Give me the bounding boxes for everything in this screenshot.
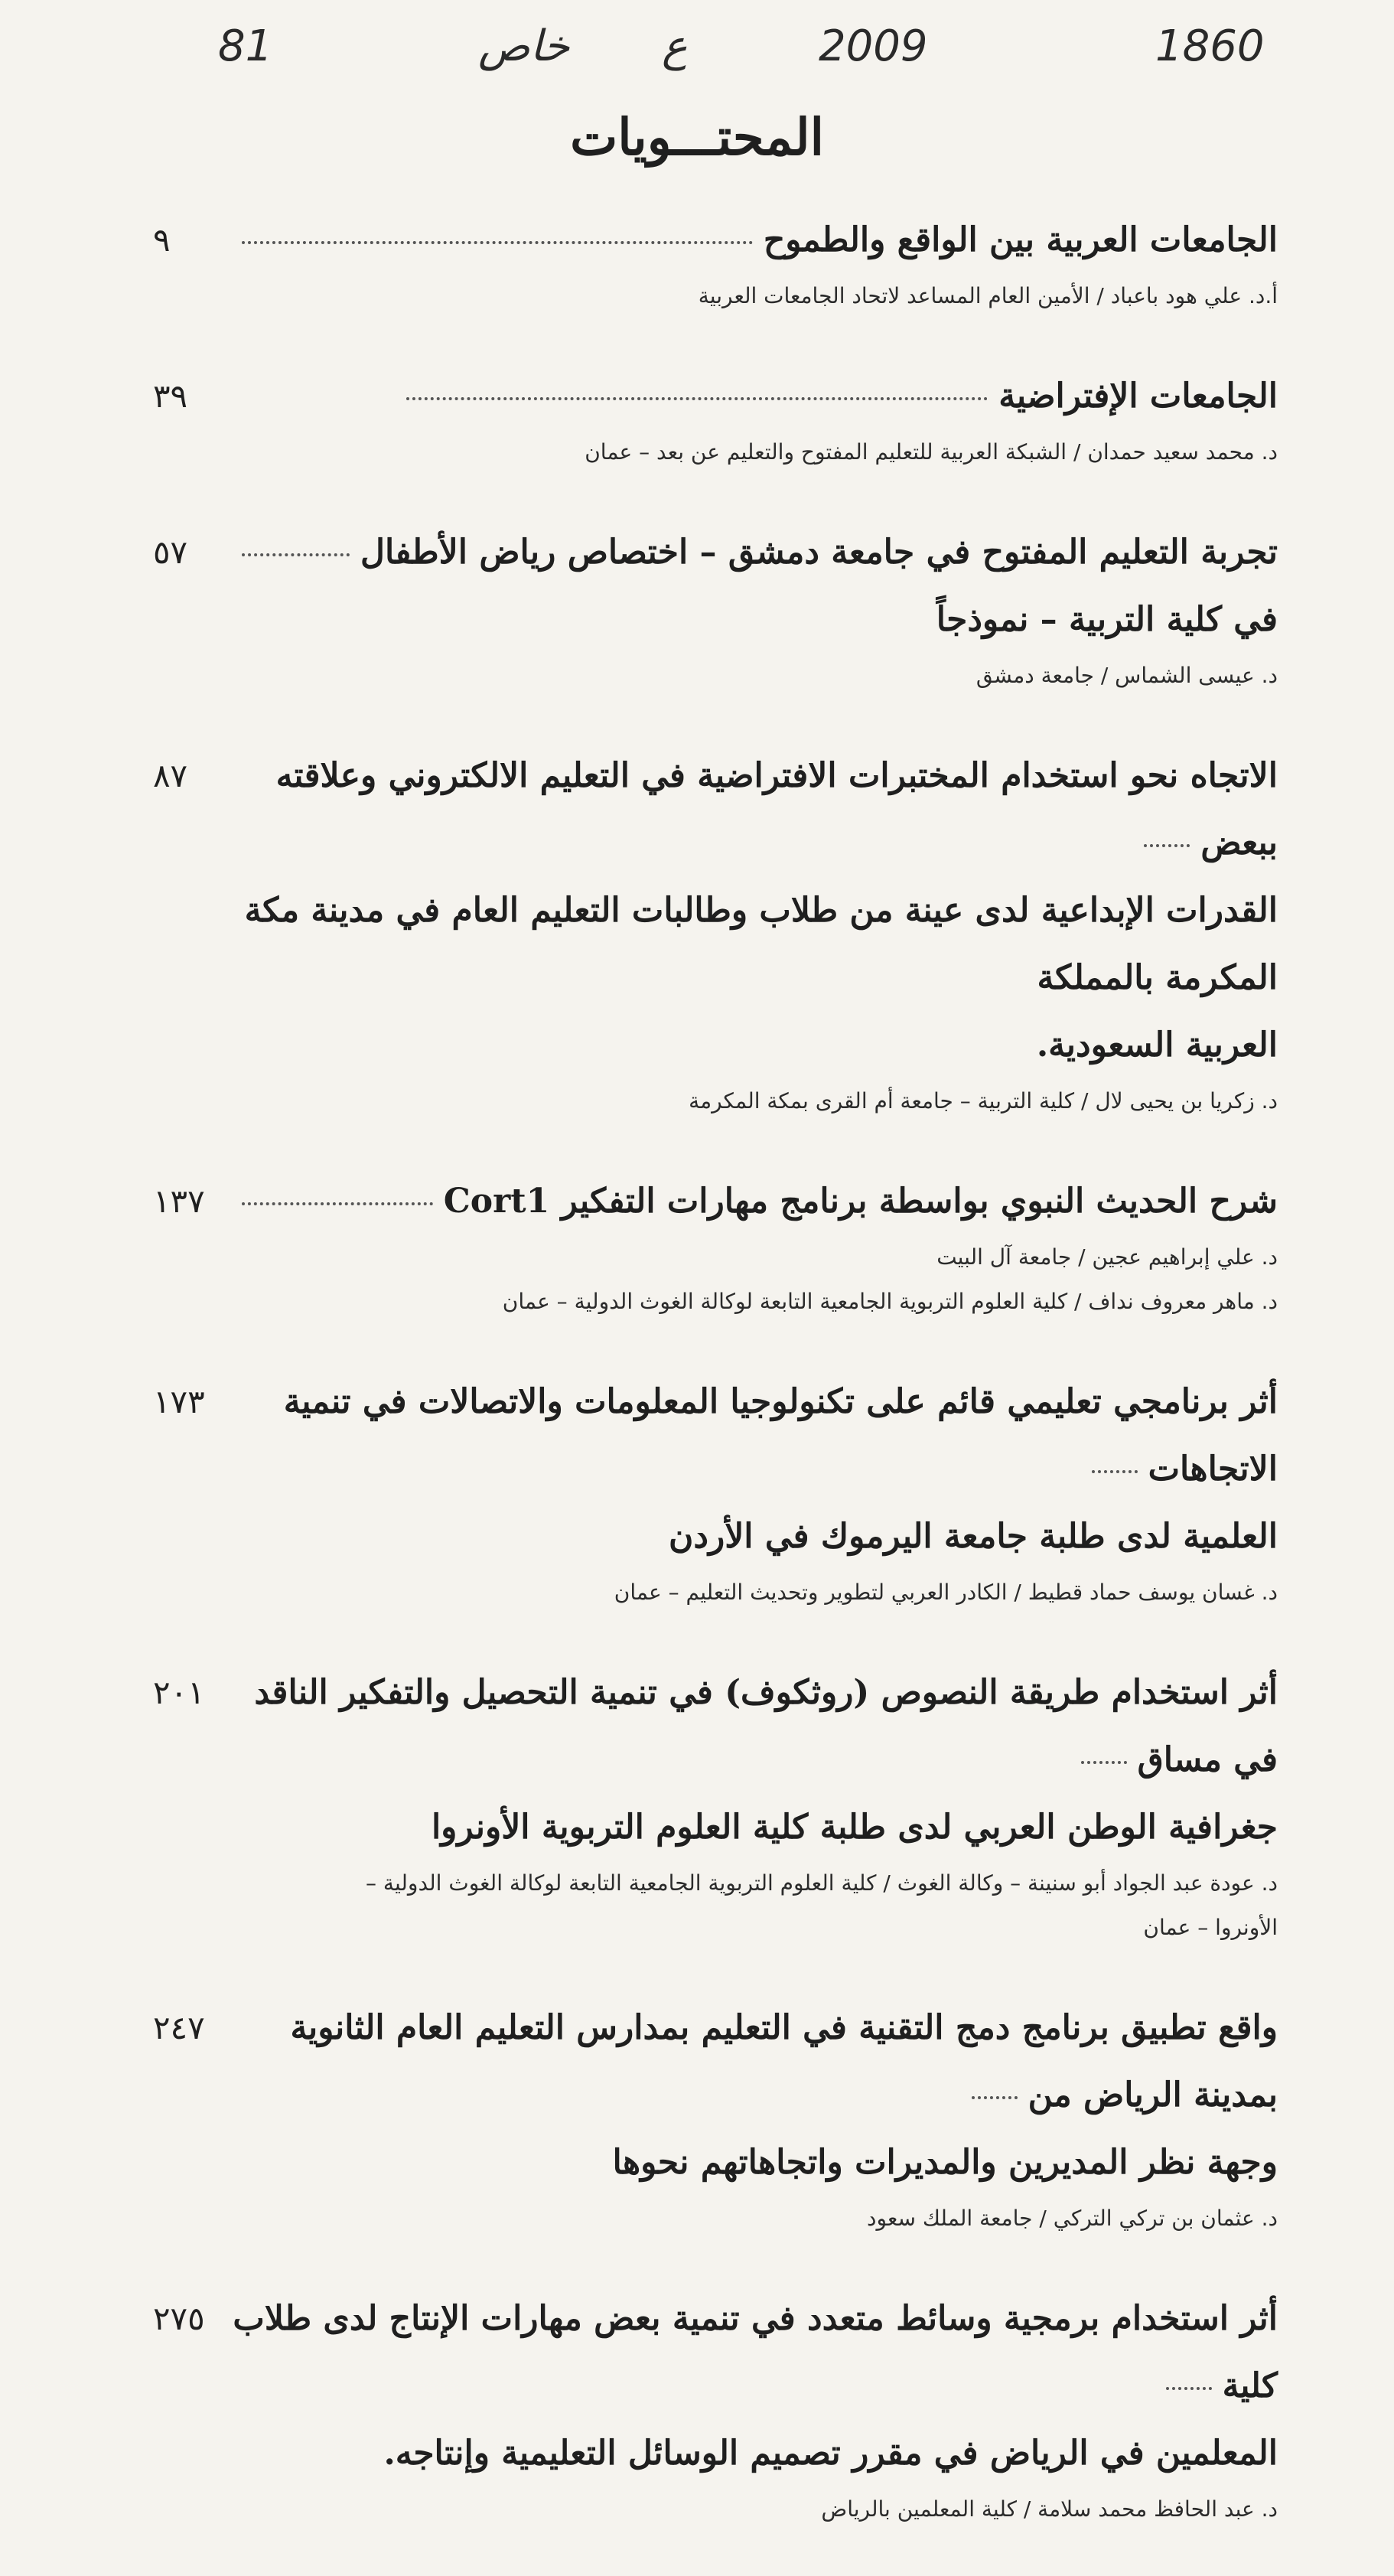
toc-entry <box>153 742 1278 1123</box>
toc-entry-title <box>222 519 1278 586</box>
toc-entry <box>153 1368 1278 1615</box>
toc-entry-title-text: جغرافية الوطن العربي لدى طلبة كلية العلوم التربوية الأونروا <box>431 1808 1278 1847</box>
toc-entry-title <box>222 207 1278 274</box>
toc-entry-title <box>222 1794 1278 1861</box>
handwritten-note: 1860 <box>1155 21 1265 71</box>
toc-entry-title-text: أثر برنامجي تعليمي قائم على تكنولوجيا المعلومات والاتصالات في تنمية الاتجاهات <box>283 1382 1278 1489</box>
toc-entry-author: د. محمد سعيد حمدان / الشبكة العربية للتعليم المفتوح والتعليم عن بعد – عمان <box>585 439 1278 465</box>
handwritten-note: خاص <box>478 21 570 71</box>
toc-entry-heading <box>153 2285 1278 2487</box>
toc-entry <box>153 363 1278 474</box>
toc-page-number: ٥٧ <box>153 533 188 571</box>
toc-entry-heading <box>153 1994 1278 2196</box>
toc-entry-heading <box>153 742 1278 1079</box>
dot-leader <box>242 241 753 244</box>
toc-page-number: ٩ <box>153 221 171 259</box>
toc-entry-title-text: المعلمين في الرياض في مقرر تصميم الوسائل التعليمية وإنتاجه. <box>383 2434 1278 2473</box>
toc-page-number: ١٣٧ <box>153 1182 205 1220</box>
toc-entry <box>153 207 1278 318</box>
toc-page-number: ٢٠١ <box>153 1674 205 1711</box>
toc-entry-title-text: العلمية لدى طلبة جامعة اليرموك في الأردن <box>669 1517 1278 1556</box>
toc-entry-title <box>222 2129 1278 2196</box>
handwritten-note: 81 <box>218 21 273 71</box>
toc-entry-title-text: واقع تطبيق برنامج دمج التقنية في التعليم بمدارس التعليم العام الثانوية بمدينة الرياض من <box>290 2008 1278 2115</box>
toc-page-number: ٣٩ <box>153 377 188 415</box>
toc-entry-title-text: أثر استخدام طريقة النصوص (روثكوف) في تنمية التحصيل والتفكير الناقد في مساق <box>254 1673 1278 1779</box>
handwritten-note: ع <box>662 21 688 71</box>
toc-entry-author: د. عودة عبد الجواد أبو سنينة – وكالة الغوث / كلية العلوم التربوية الجامعية التابعة لوكالة الغوث الدولية – <box>366 1870 1278 1896</box>
dot-leader <box>1092 1470 1138 1473</box>
toc-entry-heading <box>153 1659 1278 1861</box>
toc-entry-title <box>222 363 1278 430</box>
toc-entry-title-text: أثر استخدام برمجية وسائط متعدد في تنمية بعض مهارات الإنتاج لدى طلاب كلية <box>233 2299 1278 2405</box>
toc-entry-title <box>222 586 1278 654</box>
toc-entry-heading <box>153 1168 1278 1235</box>
toc-entry <box>153 519 1278 698</box>
toc-page-number: ٨٧ <box>153 757 188 794</box>
dot-leader <box>1166 2387 1212 2390</box>
toc-entry-title-text: الجامعات الإفتراضية <box>998 377 1278 416</box>
toc-entry-title <box>222 1368 1278 1503</box>
page-title: المحتـــويات <box>570 107 824 167</box>
toc-entry-title-text: القدرات الإبداعية لدى عينة من طلاب وطالبات التعليم العام في مدينة مكة المكرمة بالمملكة <box>244 891 1278 997</box>
toc-entry-title <box>222 1994 1278 2129</box>
toc-entry-author: الأونروا – عمان <box>1143 1915 1278 1940</box>
dot-leader <box>1081 1761 1127 1764</box>
toc-entry-author: د. علي إبراهيم عجين / جامعة آل البيت <box>936 1244 1278 1270</box>
toc-entry-author: د. زكريا بن يحيى لال / كلية التربية – جامعة أم القرى بمكة المكرمة <box>689 1088 1278 1114</box>
toc-entry-author: د. ماهر معروف نداف / كلية العلوم التربوية الجامعية التابعة لوكالة الغوث الدولية – عمان <box>502 1289 1278 1314</box>
toc-entry-title <box>222 1168 1278 1235</box>
toc-entry-title <box>222 877 1278 1012</box>
toc-entry-title <box>222 2285 1278 2420</box>
toc-entry <box>153 2285 1278 2532</box>
toc-entry <box>153 1659 1278 1950</box>
handwritten-note: 2009 <box>819 21 928 71</box>
toc-entry <box>153 1994 1278 2241</box>
toc-page-number: ٢٤٧ <box>153 2009 205 2046</box>
toc-entry-author: د. عيسى الشماس / جامعة دمشق <box>975 663 1278 688</box>
toc-entry-title <box>222 1012 1278 1079</box>
toc-entry <box>153 1168 1278 1324</box>
toc-entry-author: أ.د. علي هود باعباد / الأمين العام المساعد لاتحاد الجامعات العربية <box>698 283 1278 308</box>
toc-entry-title <box>222 742 1278 877</box>
toc-entry-heading <box>153 1368 1278 1570</box>
toc-entry-title <box>222 1503 1278 1570</box>
toc-entry-title <box>222 1659 1278 1794</box>
toc-page-number: ١٧٣ <box>153 1383 205 1420</box>
dot-leader <box>972 2096 1018 2099</box>
dot-leader <box>406 397 988 400</box>
toc-entry-title-text: الجامعات العربية بين الواقع والطموح <box>763 220 1278 259</box>
toc-entry-title <box>222 2420 1278 2487</box>
toc-entry-heading <box>153 519 1278 654</box>
toc-entry-title-text: في كلية التربية – نموذجاً <box>936 600 1278 639</box>
toc-entry-title-text: وجهة نظر المديرين والمديرات واتجاهاتهم نحوها <box>612 2143 1278 2182</box>
dot-leader <box>242 1202 433 1205</box>
toc-page-number: ٢٧٥ <box>153 2300 205 2337</box>
dot-leader <box>1144 844 1190 847</box>
toc-entry-author: د. عبد الحافظ محمد سلامة / كلية المعلمين بالرياض <box>821 2496 1278 2522</box>
toc-entry-heading <box>153 363 1278 430</box>
dot-leader <box>242 553 350 556</box>
toc-entry-title-text: العربية السعودية. <box>1036 1026 1278 1065</box>
toc-entry-title-text: شرح الحديث النبوي بواسطة برنامج مهارات التفكير Cort1 <box>443 1182 1278 1221</box>
toc-entry-author: د. غسان يوسف حماد قطيط / الكادر العربي لتطوير وتحديث التعليم – عمان <box>614 1580 1278 1605</box>
toc-entry-title-text: تجربة التعليم المفتوح في جامعة دمشق – اختصاص رياض الأطفال <box>360 533 1278 572</box>
toc-entry-heading <box>153 207 1278 274</box>
table-of-contents <box>153 207 1278 2576</box>
toc-entry-title-text: الاتجاه نحو استخدام المختبرات الافتراضية في التعليم الالكتروني وعلاقته ببعض <box>275 756 1278 862</box>
toc-entry-author: د. عثمان بن تركي التركي / جامعة الملك سعود <box>867 2206 1278 2231</box>
